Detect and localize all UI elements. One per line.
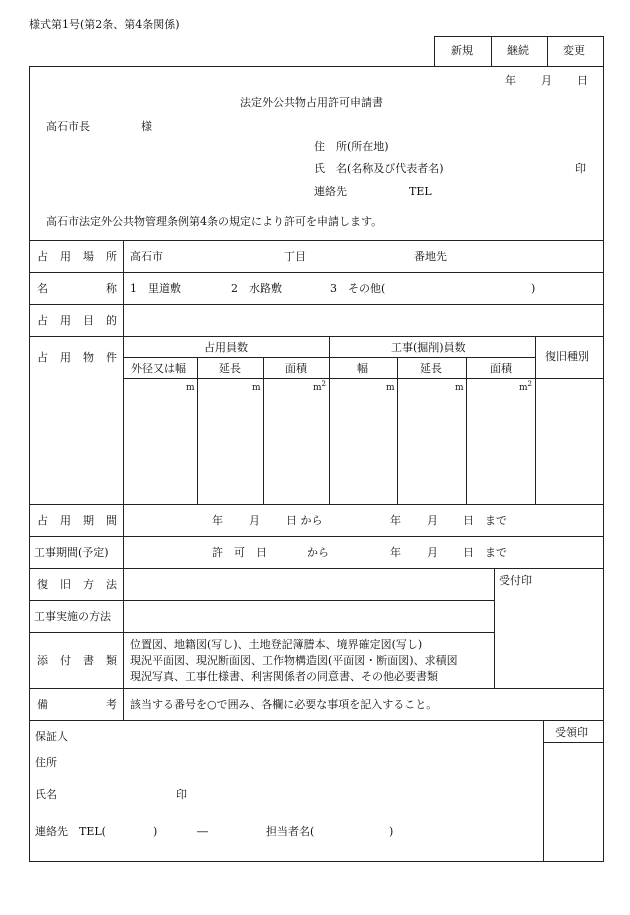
period-day-from: 日 から	[286, 514, 323, 527]
guarantor-name: 氏名	[35, 788, 57, 801]
name-option-other-close: )	[531, 282, 536, 295]
name-option-waterway[interactable]: 2 水路敷	[231, 282, 282, 295]
header-occupancy-count: 占用員数	[204, 341, 248, 354]
status-change[interactable]: 変更	[563, 44, 585, 57]
construction-month: 月	[427, 546, 438, 559]
label-name: 名 称	[37, 282, 117, 295]
applicant-seal: 印	[575, 162, 586, 175]
addressee: 高石市長	[46, 120, 90, 133]
application-statement: 高石市法定外公共物管理条例第4条の規定により許可を申請します。	[46, 215, 383, 228]
location-chome: 丁目	[284, 250, 306, 263]
attachments-line-3: 現況写真、工事仕様書、利害関係者の同意書、その他必要書類	[130, 670, 438, 683]
name-option-road[interactable]: 1 里道敷	[130, 282, 181, 295]
attachments-line-2: 現況平面図、現況断面図、工作物構造図(平面図・断面図)、求積図	[130, 654, 458, 667]
location-banchi: 番地先	[414, 250, 447, 263]
guarantor-contact: 連絡先 TEL(	[35, 825, 106, 838]
label-location: 占 用 場 所	[37, 250, 117, 263]
label-remarks: 備 考	[37, 698, 117, 711]
label-object: 占 用 物 件	[37, 351, 117, 364]
addressee-suffix: 様	[141, 120, 152, 133]
remarks-text: 該当する番号を○で囲み、各欄に必要な事項を記入すること。	[130, 698, 438, 711]
header-restoration-type: 復旧種別	[545, 350, 589, 363]
applicant-name-label: 氏 名(名称及び代表者名)	[314, 162, 444, 175]
label-period: 占 用 期 間	[37, 514, 117, 527]
construction-from: から	[307, 546, 329, 559]
period-month-from: 月	[249, 514, 260, 527]
guarantor-contact-close: )	[153, 825, 158, 838]
date-day: 日	[577, 74, 588, 87]
form-number: 様式第1号(第2条、第4条関係)	[29, 18, 180, 31]
col-length-1: 延長	[219, 362, 241, 375]
applicant-contact-label: 連絡先	[314, 185, 347, 198]
guarantor-title: 保証人	[35, 730, 68, 743]
construction-year: 年	[390, 546, 401, 559]
guarantor-seal: 印	[176, 788, 187, 801]
label-construction-period: 工事期間(予定)	[34, 546, 109, 559]
unit-m2: $m^2$	[313, 380, 327, 393]
label-construction-method: 工事実施の方法	[34, 610, 111, 623]
period-year-from: 年	[212, 514, 223, 527]
date-month: 月	[541, 74, 552, 87]
status-new[interactable]: 新規	[451, 44, 473, 57]
label-restoration-method: 復 旧 方 法	[37, 578, 117, 591]
unit-m: m	[252, 383, 261, 393]
header-construction-count: 工事(掘削)員数	[391, 341, 466, 354]
period-month-to: 月	[427, 514, 438, 527]
name-option-other[interactable]: 3 その他(	[330, 282, 386, 295]
col-area-2: 面積	[490, 362, 512, 375]
label-purpose: 占 用 目 的	[37, 314, 117, 327]
col-diameter-width: 外径又は幅	[131, 362, 186, 375]
period-year-to: 年	[390, 514, 401, 527]
status-continue[interactable]: 継続	[507, 44, 529, 57]
location-city: 高石市	[130, 250, 163, 263]
applicant-address-label: 住 所(所在地)	[314, 140, 389, 153]
label-attachments: 添 付 書 類	[37, 654, 117, 667]
attachments-line-1: 位置図、地籍図(写し)、土地登記簿謄本、境界確定図(写し)	[130, 638, 423, 651]
unit-m2: $m^2$	[519, 380, 533, 393]
unit-m: m	[386, 383, 395, 393]
received-stamp-label: 受領印	[555, 726, 588, 739]
col-width-2: 幅	[357, 362, 368, 375]
col-area-1: 面積	[285, 362, 307, 375]
form-title: 法定外公共物占用許可申請書	[240, 96, 383, 109]
guarantor-person: 担当者名(	[266, 825, 315, 838]
applicant-tel-label: TEL	[409, 185, 432, 198]
guarantor-address: 住所	[35, 756, 57, 769]
unit-m: m	[186, 383, 195, 393]
construction-day: 日 まで	[463, 546, 507, 559]
date-year: 年	[505, 74, 516, 87]
receipt-stamp-label: 受付印	[499, 574, 532, 587]
col-length-2: 延長	[420, 362, 442, 375]
construction-permit-date: 許 可 日	[212, 546, 267, 559]
unit-m: m	[455, 383, 464, 393]
guarantor-person-close: )	[389, 825, 394, 838]
guarantor-dash: ―	[197, 825, 208, 838]
period-day-to: 日 まで	[463, 514, 507, 527]
